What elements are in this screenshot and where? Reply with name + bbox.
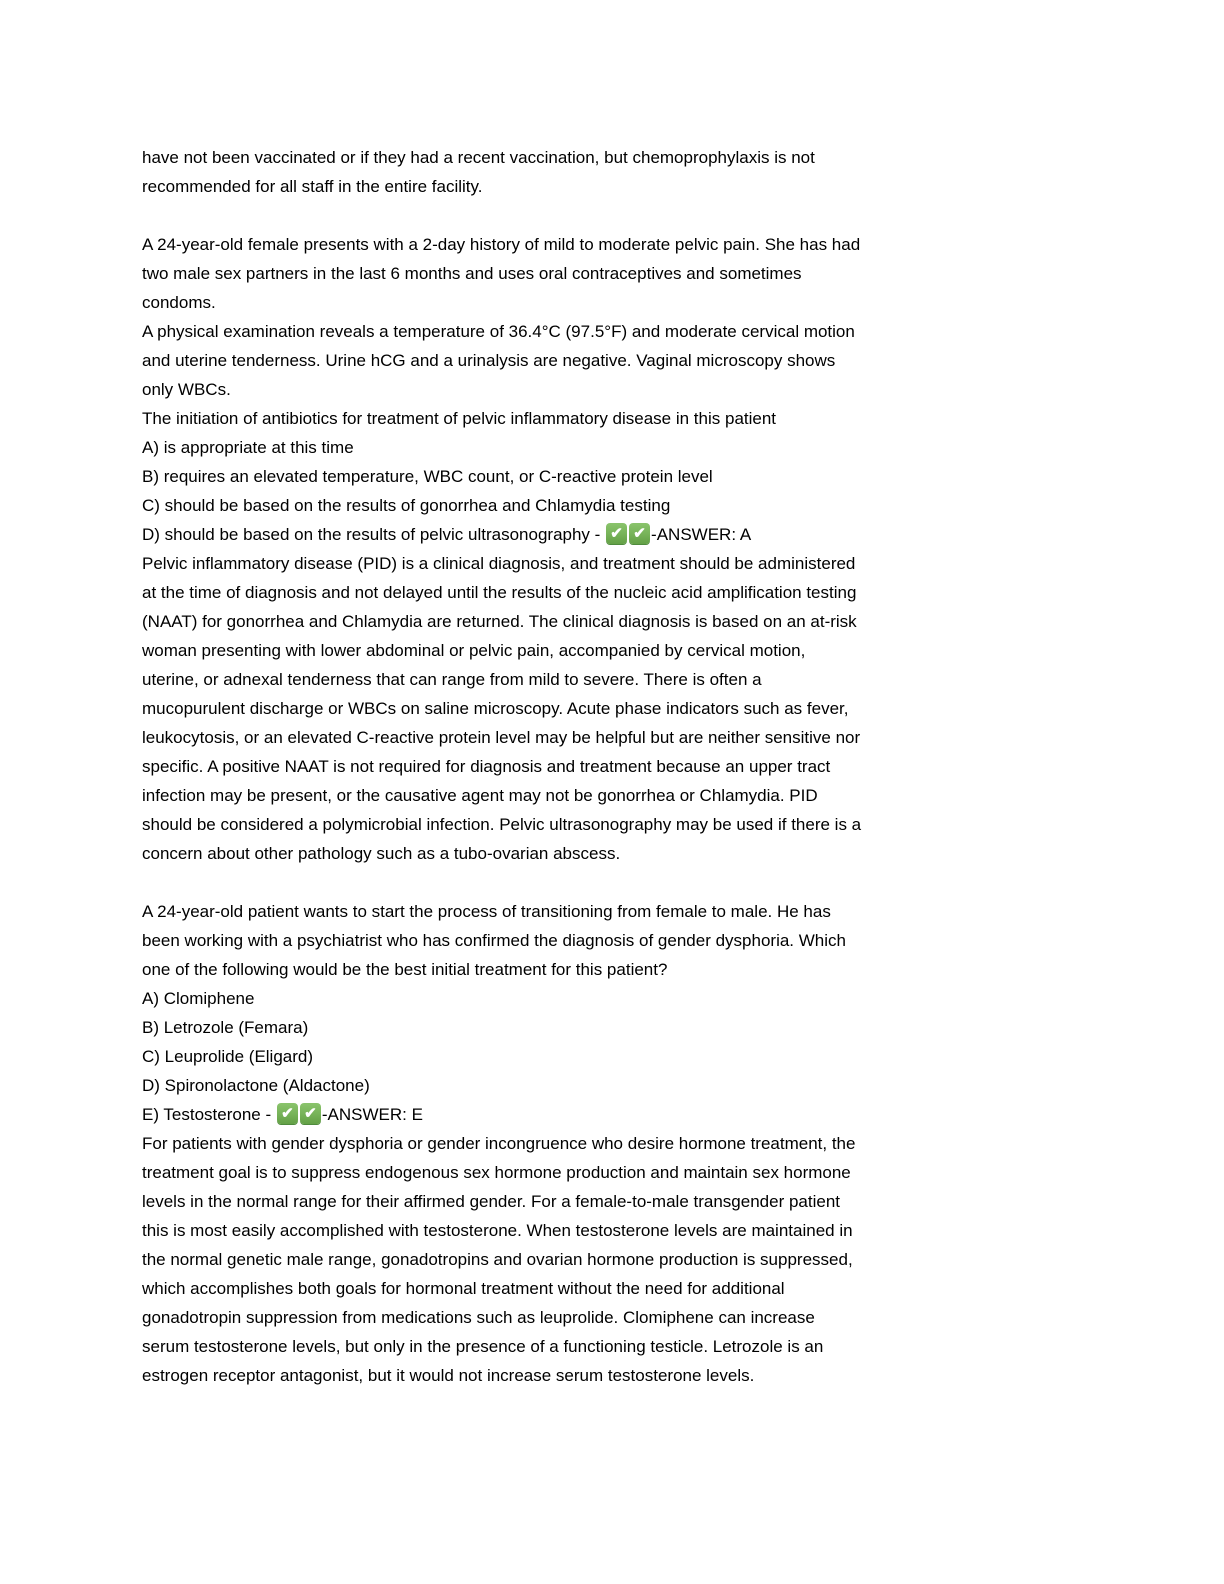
text-line: C) should be based on the results of gonorrhea and Chlamydia testing — [142, 496, 671, 515]
text-line: Pelvic inflammatory disease (PID) is a clinical diagnosis, and treatment should be administered — [142, 554, 856, 573]
blank-line — [142, 201, 1092, 230]
text-line: The initiation of antibiotics for treatment of pelvic inflammatory disease in this patient — [142, 409, 777, 428]
text-line: gonadotropin suppression from medications such as leuprolide. Clomiphene can increase — [142, 1308, 815, 1327]
text-line: C) Leuprolide (Eligard) — [142, 1047, 314, 1066]
text-line: A 24-year-old female presents with a 2-day history of mild to moderate pelvic pain. She has had — [142, 235, 861, 254]
text-line: uterine, or adnexal tenderness that can range from mild to severe. There is often a — [142, 670, 762, 689]
text-line: treatment goal is to suppress endogenous sex hormone production and maintain sex hormone — [142, 1163, 851, 1182]
text-line: For patients with gender dysphoria or gender incongruence who desire hormone treatment, the — [142, 1134, 856, 1153]
text-line: specific. A positive NAAT is not required for diagnosis and treatment because an upper tract — [142, 757, 831, 776]
text-line: only WBCs. — [142, 380, 231, 399]
text-line: serum testosterone levels, but only in the presence of a functioning testicle. Letrozole is an — [142, 1337, 824, 1356]
text-line: A) is appropriate at this time — [142, 438, 354, 457]
text-line: which accomplishes both goals for hormonal treatment without the need for additional — [142, 1279, 785, 1298]
text-line: this is most easily accomplished with testosterone. When testosterone levels are maintained in — [142, 1221, 853, 1240]
blank-line — [142, 868, 1092, 897]
text-line: one of the following would be the best initial treatment for this patient? — [142, 960, 668, 979]
question-1-block — [142, 230, 1092, 868]
text-line: infection may be present, or the causative agent may not be gonorrhea or Chlamydia. PID — [142, 786, 818, 805]
text-line: A) Clomiphene — [142, 989, 255, 1008]
text-line: at the time of diagnosis and not delayed until the results of the nucleic acid amplification testing — [142, 583, 857, 602]
text-line: leukocytosis, or an elevated C-reactive protein level may be helpful but are neither sensitive nor — [142, 728, 861, 747]
text-line: (NAAT) for gonorrhea and Chlamydia are returned. The clinical diagnosis is based on an at-risk — [142, 612, 857, 631]
text-line: A physical examination reveals a temperature of 36.4°C (97.5°F) and moderate cervical motion — [142, 322, 855, 341]
text-line: should be considered a polymicrobial infection. Pelvic ultrasonography may be used if there is a — [142, 815, 862, 834]
text-line: have not been vaccinated or if they had a recent vaccination, but chemoprophylaxis is not — [142, 148, 815, 167]
text-line: been working with a psychiatrist who has confirmed the diagnosis of gender dysphoria. Which — [142, 931, 846, 950]
text-line: A 24-year-old patient wants to start the process of transitioning from female to male. He has — [142, 902, 831, 921]
document-body — [142, 143, 1092, 1390]
check-mark-icon — [300, 1103, 321, 1124]
text-line: two male sex partners in the last 6 months and uses oral contraceptives and sometimes — [142, 264, 802, 283]
text-line: recommended for all staff in the entire facility. — [142, 177, 483, 196]
continuation-paragraph — [142, 143, 1092, 201]
text-line: the normal genetic male range, gonadotropins and ovarian hormone production is suppressed, — [142, 1250, 853, 1269]
check-mark-icon — [629, 523, 650, 544]
check-mark-icon — [606, 523, 627, 544]
text-line: concern about other pathology such as a tubo-ovarian abscess. — [142, 844, 621, 863]
text-line: B) Letrozole (Femara) — [142, 1018, 309, 1037]
check-mark-icon — [277, 1103, 298, 1124]
question-2-block — [142, 897, 1092, 1390]
text-line: D) should be based on the results of pelvic ultrasonography - ✔ ✔ -ANSWER: A — [142, 520, 1092, 549]
text-line: mucopurulent discharge or WBCs on saline microscopy. Acute phase indicators such as fever, — [142, 699, 849, 718]
text-line: E) Testosterone - ✔ ✔ -ANSWER: E — [142, 1100, 1092, 1129]
text-line: woman presenting with lower abdominal or pelvic pain, accompanied by cervical motion, — [142, 641, 806, 660]
text-line: condoms. — [142, 293, 216, 312]
text-line: D) Spironolactone (Aldactone) — [142, 1076, 370, 1095]
text-line: B) requires an elevated temperature, WBC count, or C-reactive protein level — [142, 467, 713, 486]
text-line: levels in the normal range for their affirmed gender. For a female-to-male transgender patient — [142, 1192, 840, 1211]
text-line: estrogen receptor antagonist, but it would not increase serum testosterone levels. — [142, 1366, 755, 1385]
text-line: and uterine tenderness. Urine hCG and a urinalysis are negative. Vaginal microscopy shows — [142, 351, 836, 370]
